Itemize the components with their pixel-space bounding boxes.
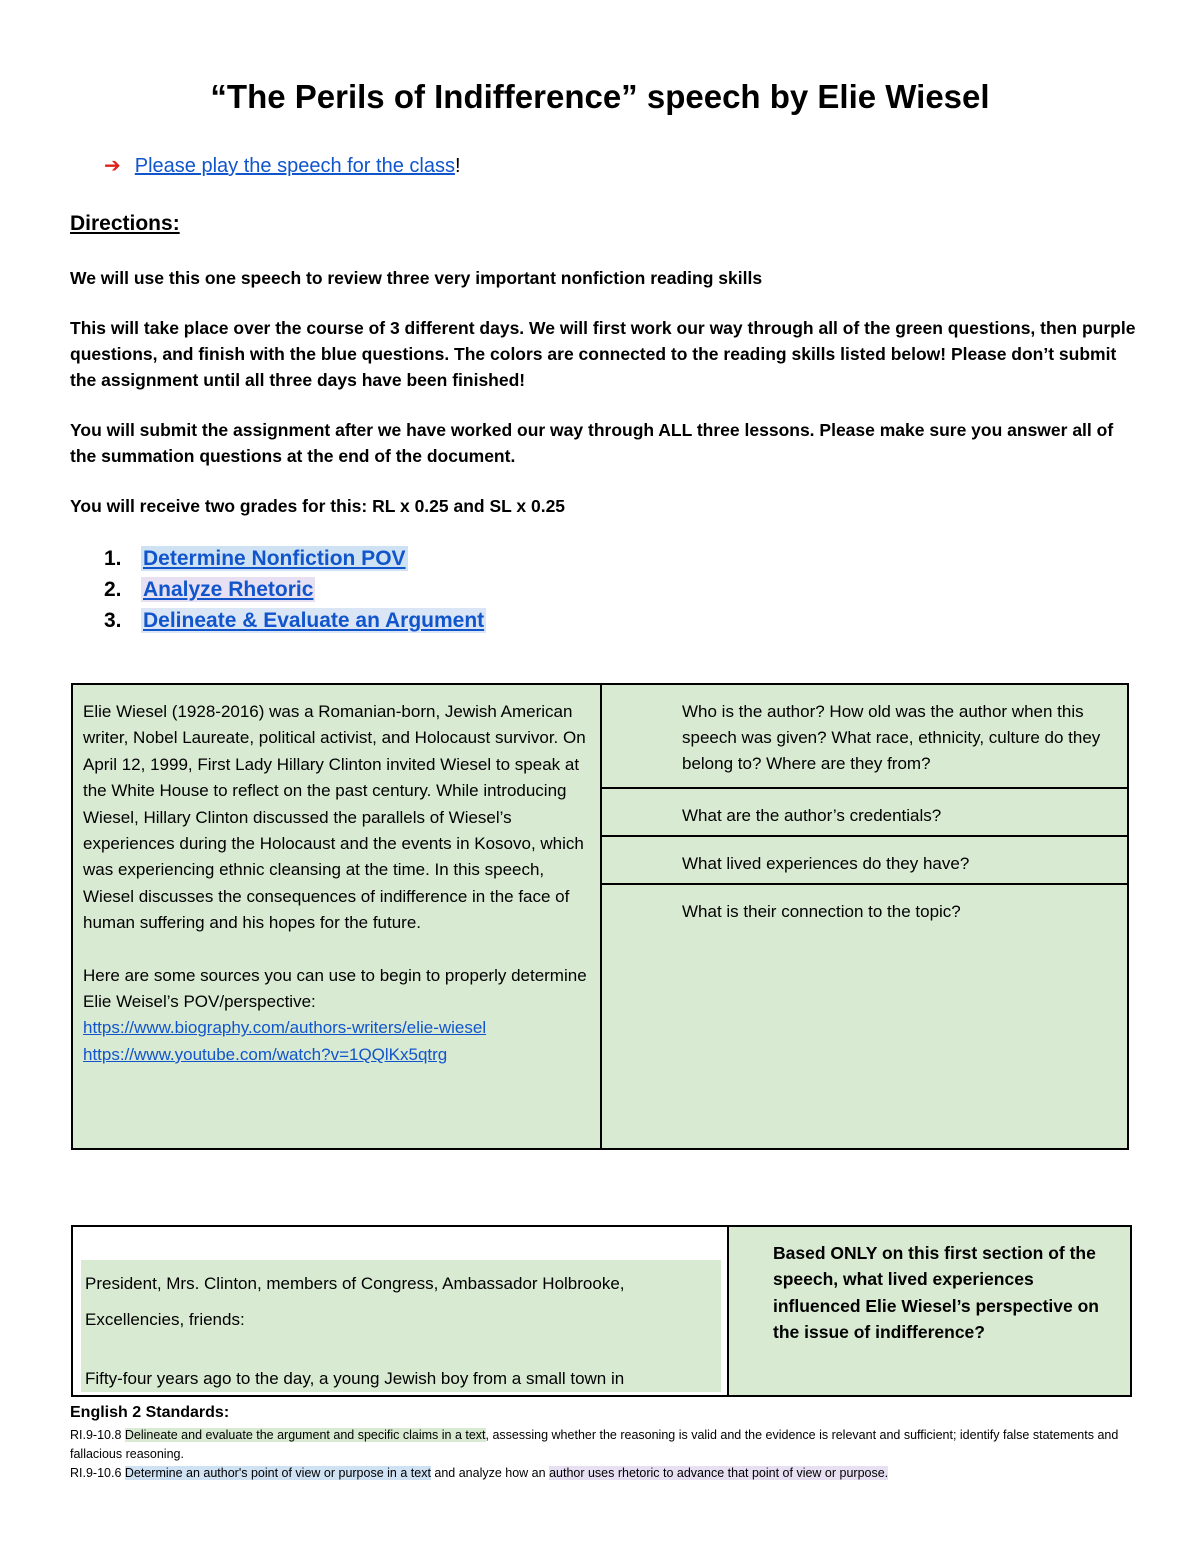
question-text: What is their connection to the topic? [682, 902, 961, 921]
directions-paragraph-1: We will use this one speech to review three very important nonfiction reading skills [70, 268, 763, 288]
skill-item-rhetoric [104, 574, 486, 605]
question-cell-author[interactable] [602, 685, 1127, 789]
biography-link[interactable]: https://www.biography.com/authors-writers/elie-wiesel [83, 1018, 487, 1038]
speech-line-2: Excellencies, friends: [85, 1310, 245, 1329]
pov-table [71, 683, 1129, 1150]
skill-link-pov[interactable]: Determine Nonfiction POV [143, 547, 406, 570]
speech-line-3: Fifty-four years ago to the day, a young Jewish boy from a small town in [85, 1369, 625, 1388]
arrow-right-icon: ➔ [104, 155, 121, 177]
speech-excerpt-box [81, 1260, 721, 1392]
standard-code-6: RI.9-10.6 [70, 1466, 125, 1480]
excerpt-question-cell[interactable] [729, 1227, 1130, 1395]
play-speech-line [104, 153, 461, 178]
author-bio-cell [73, 685, 602, 1148]
speech-line-1: President, Mrs. Clinton, members of Congress, Ambassador Holbrooke, [85, 1274, 625, 1293]
page-title: “The Perils of Indifference” speech by Elie Wiesel [210, 78, 990, 115]
speech-excerpt-table [71, 1225, 1132, 1397]
standard-highlight-argument: Delineate and evaluate the argument and specific claims in a text [124, 1428, 486, 1442]
question-cell-experiences[interactable] [602, 837, 1127, 885]
directions-heading: Directions: [70, 212, 180, 235]
directions-paragraph-2: This will take place over the course of 3 different days. We will first work our way through all of the green questions, then purple questions, and finish with the blue questions. The colors are connected to the reading skills listed below! Please don’t submit the assignment until all three days have been finished! [70, 318, 1136, 390]
skill-item-pov [104, 543, 486, 574]
question-cell-credentials[interactable] [602, 789, 1127, 837]
questions-column [602, 685, 1127, 1148]
speech-excerpt-cell [73, 1227, 729, 1395]
play-speech-link[interactable]: Please play the speech for the class [134, 155, 455, 177]
standards-text [70, 1426, 1130, 1483]
question-text: What are the author’s credentials? [682, 806, 942, 825]
skill-number: 1. [104, 547, 122, 570]
standard-highlight-pov: Determine an author's point of view or purpose in a text [124, 1466, 431, 1480]
skill-number: 2. [104, 578, 122, 601]
sources-intro: Here are some sources you can use to begin to properly determine Elie Weisel’s POV/perspective: [83, 965, 587, 1012]
skill-item-argument [104, 605, 486, 636]
standard-8-rest: , assessing whether the reasoning is valid and the evidence is relevant and sufficient; identify false statements and fallacious reasoning. [70, 1428, 1119, 1461]
standard-6-mid: and analyze how an [430, 1466, 550, 1480]
question-text: Who is the author? How old was the author when this speech was given? What race, ethnicity, culture do they belong to? Where are they from? [682, 702, 1101, 773]
standards-heading: English 2 Standards: [70, 1404, 230, 1421]
question-text: What lived experiences do they have? [682, 854, 970, 873]
skill-link-argument[interactable]: Delineate & Evaluate an Argument [143, 609, 485, 632]
skills-list [104, 543, 486, 636]
question-cell-connection[interactable] [602, 885, 1127, 1148]
directions-paragraph-4: You will receive two grades for this: RL x 0.25 and SL x 0.25 [70, 496, 566, 516]
skill-link-rhetoric[interactable]: Analyze Rhetoric [143, 578, 314, 601]
standard-code-8: RI.9-10.8 [70, 1428, 125, 1442]
play-speech-suffix: ! [454, 155, 461, 177]
skill-number: 3. [104, 609, 122, 632]
youtube-link[interactable]: https://www.youtube.com/watch?v=1QQlKx5qtrg [83, 1044, 448, 1064]
author-bio-text: Elie Wiesel (1928-2016) was a Romanian-born, Jewish American writer, Nobel Laureate, political activist, and Holocaust survivor. On April 12, 1999, First Lady Hillary Clinton invited Wiesel to speak at the White House to reflect on the past century. While introducing Wiesel, Hillary Clinton discussed the parallels of Wiesel’s experiences during the Holocaust and the events in Kosovo, which was experiencing ethnic cleansing at the time. In this speech, Wiesel discusses the consequences of indifference in the face of human suffering and his hopes for the future. [83, 702, 586, 933]
standard-highlight-rhetoric: author uses rhetoric to advance that point of view or purpose. [549, 1466, 889, 1480]
directions-paragraph-3: You will submit the assignment after we have worked our way through ALL three lessons. Please make sure you answer all of the summation questions at the end of the document. [70, 420, 1114, 466]
excerpt-question-text: Based ONLY on this first section of the speech, what lived experiences influenced Elie Wiesel’s perspective on the issue of indifference? [773, 1243, 1099, 1342]
